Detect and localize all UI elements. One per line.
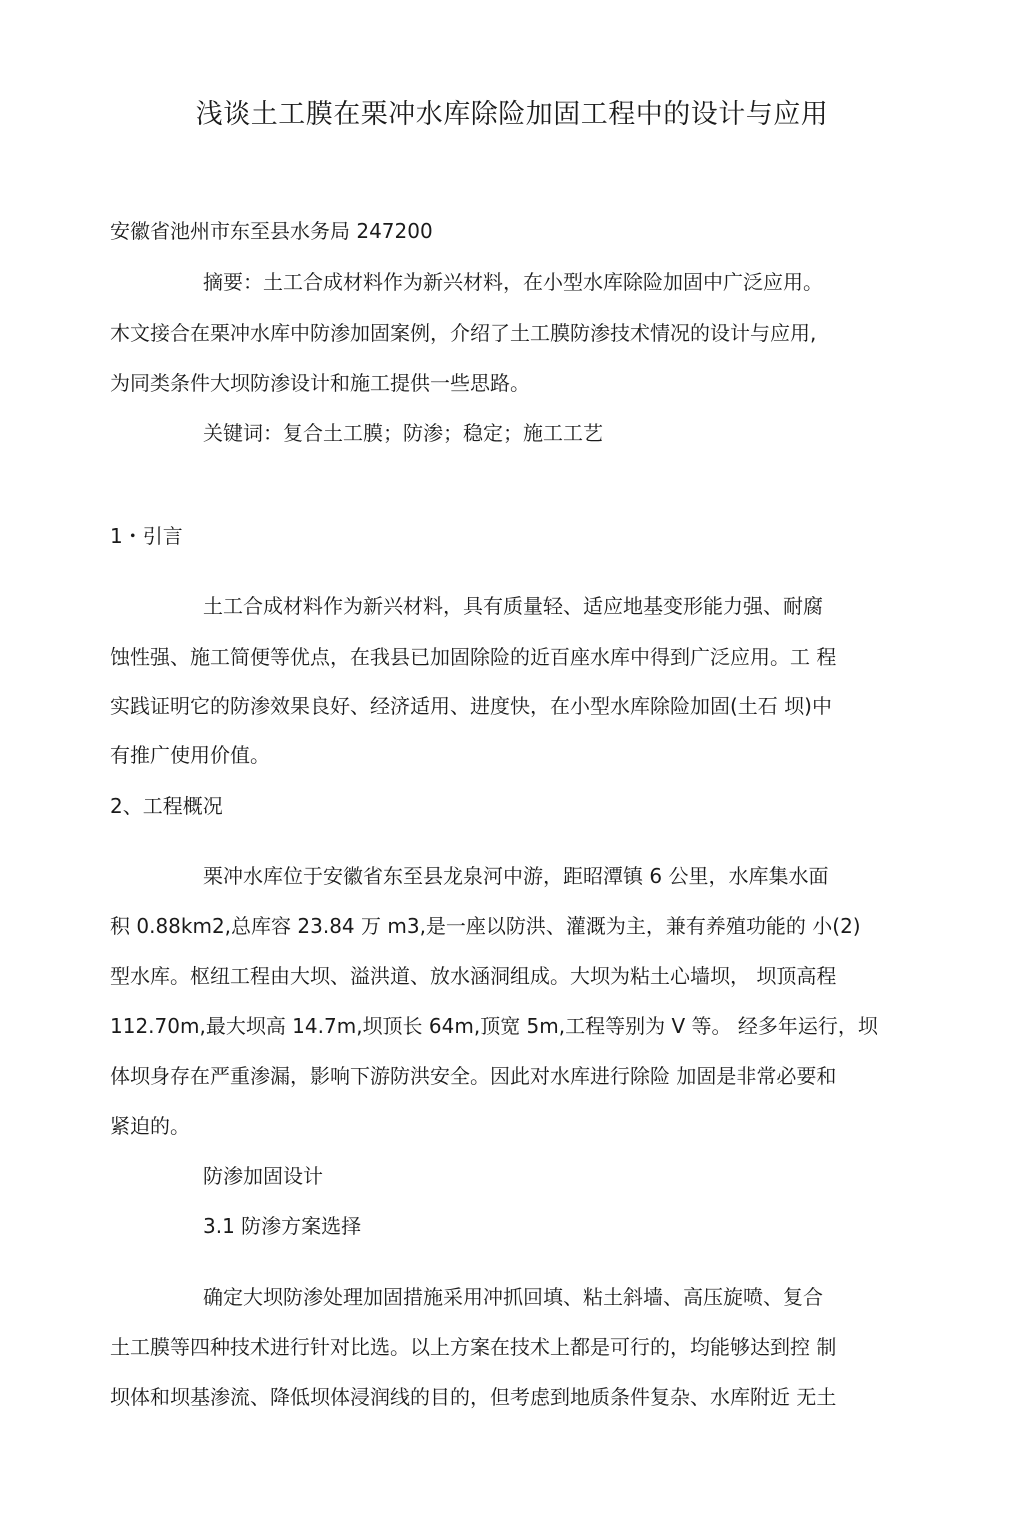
section-1-line-1: 土工合成材料作为新兴材料，具有质量轻、适应地基变形能力强、耐腐: [203, 594, 823, 618]
section-3-1-line-3: 坝体和坝基渗流、降低坝体浸润线的目的，但考虑到地质条件复杂、水库附近 无土: [110, 1385, 837, 1409]
section-3-heading: 防渗加固设计: [203, 1164, 323, 1188]
section-2-heading: 2、工程概况: [110, 794, 223, 818]
section-2-line-5: 体坝身存在严重渗漏，影响下游防洪安全。因此对水库进行除险 加固是非常必要和: [110, 1064, 837, 1088]
section-2-line-1: 栗冲水库位于安徽省东至县龙泉河中游，距昭潭镇 6 公里，水库集水面: [203, 864, 829, 888]
section-3-1-line-2: 土工膜等四种技术进行针对比选。以上方案在技术上都是可行的，均能够达到控 制: [110, 1335, 837, 1359]
document-title: 浅谈土工膜在栗冲水库除险加固工程中的设计与应用: [195, 99, 829, 130]
abstract-line-3: 为同类条件大坝防渗设计和施工提供一些思路。: [110, 371, 530, 395]
affiliation: 安徽省池州市东至县水务局 247200: [110, 219, 433, 243]
section-2-line-2: 积 0.88km2,总库容 23.84 万 m3,是一座以防洪、灌溉为主，兼有养殖功能的 小(2): [110, 914, 861, 938]
abstract-line-2: 木文接合在栗冲水库中防渗加固案例，介绍了土工膜防渗技术情况的设计与应用,: [110, 321, 817, 345]
keywords: 关键词：复合土工膜；防渗；稳定；施工工艺: [203, 421, 603, 445]
section-3-1-line-1: 确定大坝防渗处理加固措施采用冲抓回填、粘土斜墙、高压旋喷、复合: [203, 1285, 823, 1309]
section-1-line-3: 实践证明它的防渗效果良好、经济适用、进度快，在小型水库除险加固(土石 坝)中: [110, 694, 832, 718]
section-2-line-3: 型水库。枢纽工程由大坝、溢洪道、放水涵洞组成。大坝为粘土心墙坝， 坝顶高程: [110, 964, 837, 988]
section-2-line-6: 紧迫的。: [110, 1114, 190, 1138]
section-1-heading: 1・引言: [110, 524, 183, 548]
abstract-line-1: 摘要：土工合成材料作为新兴材料，在小型水库除险加固中广泛应用。: [203, 270, 823, 294]
section-1-line-4: 有推广使用价值。: [110, 743, 270, 767]
section-2-line-4: 112.70m,最大坝高 14.7m,坝顶长 64m,顶宽 5m,工程等别为 V 等。 经多年运行，坝: [110, 1014, 878, 1038]
section-1-line-2: 蚀性强、施工简便等优点，在我县已加固除险的近百座水库中得到广泛应用。工 程: [110, 645, 837, 669]
section-3-1-heading: 3.1 防渗方案选择: [203, 1214, 362, 1238]
